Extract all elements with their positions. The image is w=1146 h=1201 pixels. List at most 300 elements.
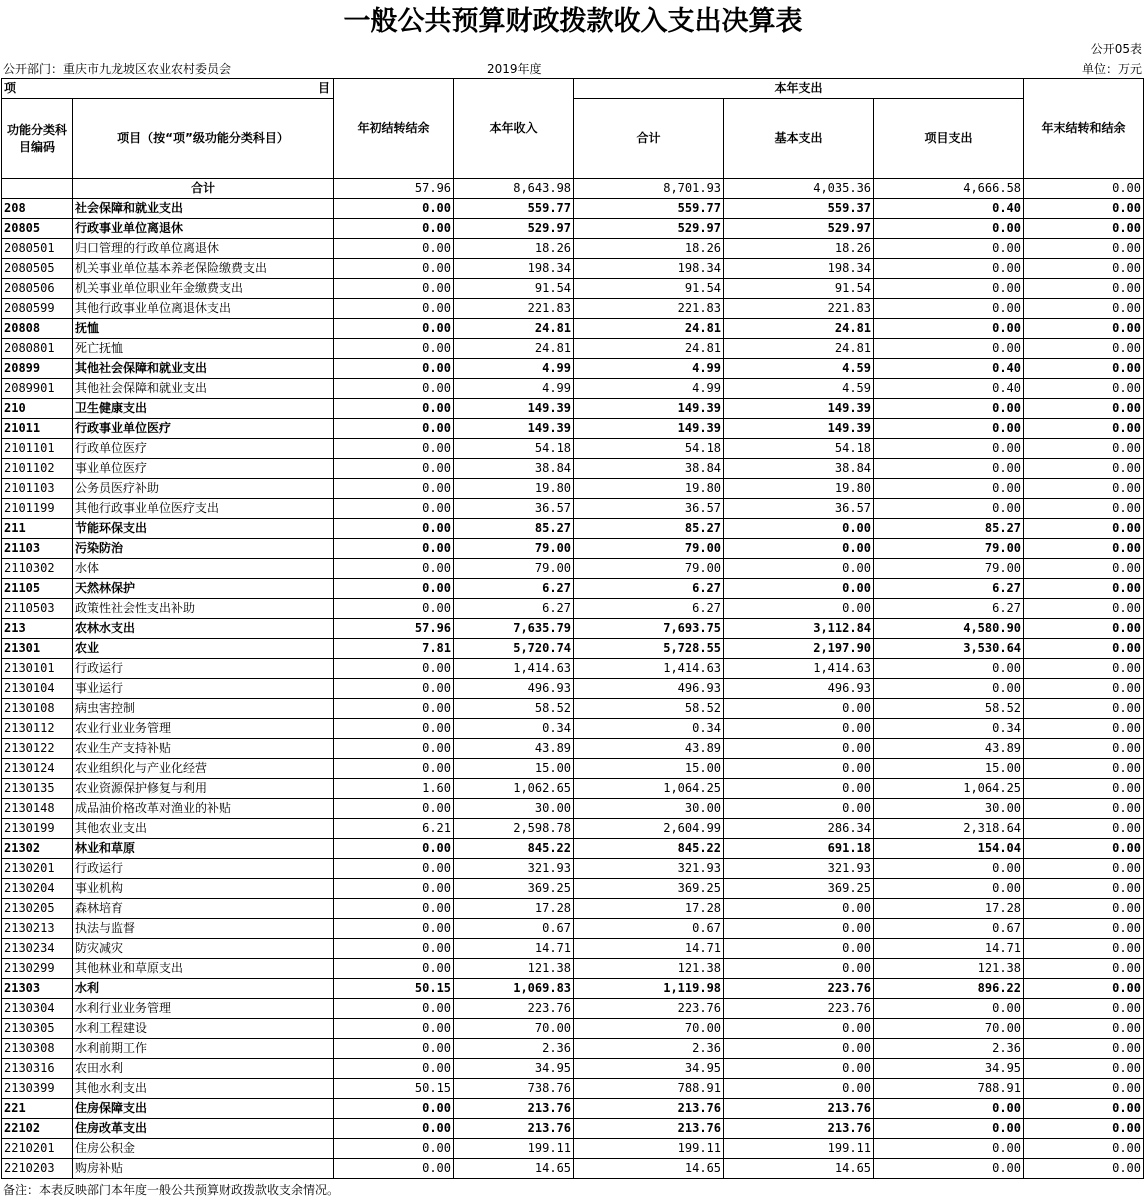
- code-cell: 2130101: [2, 659, 73, 679]
- table-row: [2, 419, 1144, 439]
- total-cell: 149.39: [574, 399, 724, 419]
- code-cell: 213: [2, 619, 73, 639]
- total-cell: 14.71: [574, 939, 724, 959]
- income-cell: 58.52: [454, 699, 574, 719]
- opening-cell: 7.81: [334, 639, 454, 659]
- project-cell: 0.00: [874, 879, 1024, 899]
- total-cell: 24.81: [574, 319, 724, 339]
- opening-cell: 0.00: [334, 659, 454, 679]
- basic-cell: 0.00: [724, 579, 874, 599]
- code-header: 功能分类科目编码: [2, 99, 73, 179]
- closing-cell: 0.00: [1024, 399, 1144, 419]
- income-cell: 14.65: [454, 1159, 574, 1179]
- basic-cell: 529.97: [724, 219, 874, 239]
- closing-cell: 0.00: [1024, 999, 1144, 1019]
- table-row: [2, 279, 1144, 299]
- name-cell: 住房保障支出: [73, 1099, 334, 1119]
- code-cell: 2080801: [2, 339, 73, 359]
- basic-header: 基本支出: [724, 99, 874, 179]
- item-header: [2, 79, 334, 99]
- name-cell: 机关事业单位职业年金缴费支出: [73, 279, 334, 299]
- project-cell: 79.00: [874, 539, 1024, 559]
- project-cell: 70.00: [874, 1019, 1024, 1039]
- basic-cell: 91.54: [724, 279, 874, 299]
- closing-cell: 0.00: [1024, 879, 1144, 899]
- income-cell: 221.83: [454, 299, 574, 319]
- total-header: 合计: [574, 99, 724, 179]
- opening-cell: 0.00: [334, 839, 454, 859]
- total-cell: 788.91: [574, 1079, 724, 1099]
- income-cell: 559.77: [454, 199, 574, 219]
- closing-cell: 0.00: [1024, 379, 1144, 399]
- income-cell: 15.00: [454, 759, 574, 779]
- income-cell: 24.81: [454, 339, 574, 359]
- table-row: [2, 679, 1144, 699]
- income-cell: 845.22: [454, 839, 574, 859]
- closing-cell: 0.00: [1024, 1099, 1144, 1119]
- closing-cell: 0.00: [1024, 859, 1144, 879]
- income-cell: 2,598.78: [454, 819, 574, 839]
- closing-cell: 0.00: [1024, 1079, 1144, 1099]
- opening-cell: 50.15: [334, 979, 454, 999]
- code-cell: 2101103: [2, 479, 73, 499]
- form-code: 公开05表: [1090, 42, 1142, 56]
- total-cell: 4.99: [574, 379, 724, 399]
- name-cell: 政策性社会性支出补助: [73, 599, 334, 619]
- income-cell: 19.80: [454, 479, 574, 499]
- income-cell: 17.28: [454, 899, 574, 919]
- basic-cell: 0.00: [724, 559, 874, 579]
- total-cell: 121.38: [574, 959, 724, 979]
- table-row: [2, 319, 1144, 339]
- name-cell: 其他社会保障和就业支出: [73, 359, 334, 379]
- opening-cell: 0.00: [334, 499, 454, 519]
- project-cell: 15.00: [874, 759, 1024, 779]
- code-cell: 2130299: [2, 959, 73, 979]
- total-cell: 24.81: [574, 339, 724, 359]
- project-header: 项目支出: [874, 99, 1024, 179]
- code-cell: 2130135: [2, 779, 73, 799]
- closing-cell: 0.00: [1024, 919, 1144, 939]
- income-cell: 4.99: [454, 359, 574, 379]
- project-cell: 6.27: [874, 599, 1024, 619]
- name-cell: 森林培育: [73, 899, 334, 919]
- basic-cell: 19.80: [724, 479, 874, 499]
- income-cell: 121.38: [454, 959, 574, 979]
- closing-cell: 0.00: [1024, 659, 1144, 679]
- name-cell: 其他水利支出: [73, 1079, 334, 1099]
- income-cell: 18.26: [454, 239, 574, 259]
- project-cell: 0.00: [874, 659, 1024, 679]
- opening-cell: 0.00: [334, 599, 454, 619]
- name-cell: 水利工程建设: [73, 1019, 334, 1039]
- total-cell: 529.97: [574, 219, 724, 239]
- total-cell: 18.26: [574, 239, 724, 259]
- income-cell: 321.93: [454, 859, 574, 879]
- basic-cell: 0.00: [724, 599, 874, 619]
- name-cell: 农业: [73, 639, 334, 659]
- closing-cell: 0.00: [1024, 599, 1144, 619]
- income-cell: 7,635.79: [454, 619, 574, 639]
- project-cell: 0.00: [874, 219, 1024, 239]
- income-cell: 54.18: [454, 439, 574, 459]
- total-cell: 6.27: [574, 599, 724, 619]
- opening-cell: 0.00: [334, 999, 454, 1019]
- code-cell: 2130104: [2, 679, 73, 699]
- table-row: [2, 699, 1144, 719]
- code-cell: 21103: [2, 539, 73, 559]
- project-cell: 0.00: [874, 1119, 1024, 1139]
- name-cell: 天然林保护: [73, 579, 334, 599]
- project-cell: 0.00: [874, 479, 1024, 499]
- code-cell: 2080501: [2, 239, 73, 259]
- income-cell: 529.97: [454, 219, 574, 239]
- basic-cell: 4.59: [724, 379, 874, 399]
- project-cell: 0.00: [874, 259, 1024, 279]
- opening-cell: 0.00: [334, 1039, 454, 1059]
- income-cell: 369.25: [454, 879, 574, 899]
- name-cell: 其他农业支出: [73, 819, 334, 839]
- basic-cell: 213.76: [724, 1119, 874, 1139]
- table-row: [2, 959, 1144, 979]
- income-cell: 70.00: [454, 1019, 574, 1039]
- total-cell: 198.34: [574, 259, 724, 279]
- opening-cell: 50.15: [334, 1079, 454, 1099]
- name-cell: 执法与监督: [73, 919, 334, 939]
- closing-cell: 0.00: [1024, 679, 1144, 699]
- name-cell: 公务员医疗补助: [73, 479, 334, 499]
- opening-cell: 0.00: [334, 339, 454, 359]
- table-row: [2, 599, 1144, 619]
- total-cell: 70.00: [574, 1019, 724, 1039]
- basic-cell: 3,112.84: [724, 619, 874, 639]
- name-cell: 其他行政事业单位医疗支出: [73, 499, 334, 519]
- total-cell: 496.93: [574, 679, 724, 699]
- closing-cell: 0.00: [1024, 559, 1144, 579]
- opening-cell: 0.00: [334, 1099, 454, 1119]
- closing-cell: 0.00: [1024, 179, 1144, 199]
- total-cell: 321.93: [574, 859, 724, 879]
- income-cell: 14.71: [454, 939, 574, 959]
- opening-cell: 0.00: [334, 379, 454, 399]
- code-cell: 21302: [2, 839, 73, 859]
- table-body: [2, 179, 1144, 1179]
- opening-cell: 0.00: [334, 479, 454, 499]
- income-cell: 738.76: [454, 1079, 574, 1099]
- opening-cell: 0.00: [334, 939, 454, 959]
- name-cell: 成品油价格改革对渔业的补贴: [73, 799, 334, 819]
- code-cell: 2130316: [2, 1059, 73, 1079]
- closing-cell: 0.00: [1024, 419, 1144, 439]
- table-row: [2, 939, 1144, 959]
- basic-cell: 223.76: [724, 999, 874, 1019]
- project-cell: 0.00: [874, 439, 1024, 459]
- opening-cell: 0.00: [334, 759, 454, 779]
- year-label: 2019年度: [487, 62, 542, 76]
- name-cell: 住房公积金: [73, 1139, 334, 1159]
- name-cell: 节能环保支出: [73, 519, 334, 539]
- code-cell: 2130148: [2, 799, 73, 819]
- closing-cell: 0.00: [1024, 259, 1144, 279]
- income-cell: 8,643.98: [454, 179, 574, 199]
- opening-cell: 0.00: [334, 559, 454, 579]
- basic-cell: 0.00: [724, 1059, 874, 1079]
- code-cell: 2080506: [2, 279, 73, 299]
- closing-cell: 0.00: [1024, 499, 1144, 519]
- total-cell: 213.76: [574, 1119, 724, 1139]
- code-cell: 2210203: [2, 1159, 73, 1179]
- basic-cell: 4,035.36: [724, 179, 874, 199]
- code-cell: 2110302: [2, 559, 73, 579]
- income-cell: 43.89: [454, 739, 574, 759]
- table-row: [2, 379, 1144, 399]
- project-cell: 0.00: [874, 859, 1024, 879]
- code-cell: 2130304: [2, 999, 73, 1019]
- name-cell: 购房补贴: [73, 1159, 334, 1179]
- table-row: [2, 559, 1144, 579]
- page-title: 一般公共预算财政拨款收入支出决算表: [343, 6, 803, 37]
- closing-cell: 0.00: [1024, 199, 1144, 219]
- opening-cell: 0.00: [334, 519, 454, 539]
- income-cell: 0.34: [454, 719, 574, 739]
- name-cell: 卫生健康支出: [73, 399, 334, 419]
- table-row: [2, 579, 1144, 599]
- basic-cell: 223.76: [724, 979, 874, 999]
- code-cell: 2080599: [2, 299, 73, 319]
- name-cell: 林业和草原: [73, 839, 334, 859]
- project-cell: 0.00: [874, 299, 1024, 319]
- total-cell: 1,119.98: [574, 979, 724, 999]
- opening-cell: 57.96: [334, 619, 454, 639]
- basic-cell: 0.00: [724, 539, 874, 559]
- table-row: [2, 439, 1144, 459]
- opening-cell: 0.00: [334, 319, 454, 339]
- project-cell: 34.95: [874, 1059, 1024, 1079]
- name-cell: 农林水支出: [73, 619, 334, 639]
- income-cell: 91.54: [454, 279, 574, 299]
- total-cell: 85.27: [574, 519, 724, 539]
- income-header: 本年收入: [454, 79, 574, 179]
- table-row: [2, 759, 1144, 779]
- opening-cell: 57.96: [334, 179, 454, 199]
- total-cell: 36.57: [574, 499, 724, 519]
- table-row: [2, 659, 1144, 679]
- opening-cell: 0.00: [334, 739, 454, 759]
- project-cell: 0.40: [874, 359, 1024, 379]
- project-cell: 30.00: [874, 799, 1024, 819]
- total-cell: 7,693.75: [574, 619, 724, 639]
- code-cell: 2130108: [2, 699, 73, 719]
- basic-cell: 198.34: [724, 259, 874, 279]
- basic-cell: 0.00: [724, 739, 874, 759]
- project-cell: 121.38: [874, 959, 1024, 979]
- closing-cell: 0.00: [1024, 939, 1144, 959]
- closing-cell: 0.00: [1024, 219, 1144, 239]
- opening-cell: 0.00: [334, 1159, 454, 1179]
- name-cell: 水利前期工作: [73, 1039, 334, 1059]
- code-cell: 20899: [2, 359, 73, 379]
- project-cell: 14.71: [874, 939, 1024, 959]
- project-cell: 0.00: [874, 319, 1024, 339]
- unit-label: 单位：万元: [1081, 62, 1142, 76]
- total-cell: 0.67: [574, 919, 724, 939]
- total-cell: 845.22: [574, 839, 724, 859]
- table-row: [2, 1139, 1144, 1159]
- closing-cell: 0.00: [1024, 1139, 1144, 1159]
- basic-cell: 199.11: [724, 1139, 874, 1159]
- code-cell: 2130122: [2, 739, 73, 759]
- basic-cell: 0.00: [724, 699, 874, 719]
- table-row: [2, 1059, 1144, 1079]
- basic-cell: 369.25: [724, 879, 874, 899]
- project-cell: 896.22: [874, 979, 1024, 999]
- project-cell: 0.00: [874, 399, 1024, 419]
- project-cell: 3,530.64: [874, 639, 1024, 659]
- table-row: [2, 299, 1144, 319]
- closing-cell: 0.00: [1024, 959, 1144, 979]
- name-cell: 事业机构: [73, 879, 334, 899]
- table-row: [2, 1039, 1144, 1059]
- income-cell: 213.76: [454, 1099, 574, 1119]
- code-cell: 2130234: [2, 939, 73, 959]
- basic-cell: 24.81: [724, 339, 874, 359]
- basic-cell: 0.00: [724, 939, 874, 959]
- table-row: [2, 539, 1144, 559]
- name-cell: 住房改革支出: [73, 1119, 334, 1139]
- basic-cell: 0.00: [724, 899, 874, 919]
- table-row: [2, 1019, 1144, 1039]
- opening-cell: 0.00: [334, 1119, 454, 1139]
- project-cell: 0.00: [874, 459, 1024, 479]
- name-cell: 农业组织化与产业化经营: [73, 759, 334, 779]
- project-cell: 79.00: [874, 559, 1024, 579]
- name-cell: 其他林业和草原支出: [73, 959, 334, 979]
- expense-group-header: 本年支出: [574, 79, 1024, 99]
- income-cell: 149.39: [454, 399, 574, 419]
- table-row: [2, 719, 1144, 739]
- code-cell: [2, 179, 73, 199]
- name-cell: 归口管理的行政单位离退休: [73, 239, 334, 259]
- income-cell: 5,720.74: [454, 639, 574, 659]
- total-cell: 30.00: [574, 799, 724, 819]
- table-row: [2, 859, 1144, 879]
- opening-cell: 0.00: [334, 199, 454, 219]
- total-cell: 43.89: [574, 739, 724, 759]
- total-cell: 369.25: [574, 879, 724, 899]
- total-cell: 6.27: [574, 579, 724, 599]
- closing-cell: 0.00: [1024, 539, 1144, 559]
- closing-cell: 0.00: [1024, 519, 1144, 539]
- closing-cell: 0.00: [1024, 239, 1144, 259]
- footnote: 备注：本表反映部门本年度一般公共预算财政拨款收支余情况。: [3, 1183, 340, 1197]
- basic-cell: 18.26: [724, 239, 874, 259]
- project-cell: 0.00: [874, 999, 1024, 1019]
- code-cell: 211: [2, 519, 73, 539]
- income-cell: 4.99: [454, 379, 574, 399]
- closing-cell: 0.00: [1024, 1159, 1144, 1179]
- opening-cell: 0.00: [334, 399, 454, 419]
- table-row: [2, 339, 1144, 359]
- basic-cell: 38.84: [724, 459, 874, 479]
- income-cell: 199.11: [454, 1139, 574, 1159]
- total-cell: 223.76: [574, 999, 724, 1019]
- income-cell: 85.27: [454, 519, 574, 539]
- project-cell: 0.34: [874, 719, 1024, 739]
- opening-cell: 0.00: [334, 459, 454, 479]
- basic-cell: 0.00: [724, 1079, 874, 1099]
- code-cell: 2080505: [2, 259, 73, 279]
- basic-cell: 691.18: [724, 839, 874, 859]
- total-cell: 149.39: [574, 419, 724, 439]
- closing-cell: 0.00: [1024, 619, 1144, 639]
- code-cell: 21301: [2, 639, 73, 659]
- name-cell: 农业行业业务管理: [73, 719, 334, 739]
- basic-cell: 0.00: [724, 519, 874, 539]
- total-cell: 0.34: [574, 719, 724, 739]
- basic-cell: 213.76: [724, 1099, 874, 1119]
- opening-cell: 0.00: [334, 899, 454, 919]
- total-cell: 2.36: [574, 1039, 724, 1059]
- basic-cell: 0.00: [724, 919, 874, 939]
- code-cell: 2210201: [2, 1139, 73, 1159]
- income-cell: 149.39: [454, 419, 574, 439]
- total-row: [2, 179, 1144, 199]
- income-cell: 213.76: [454, 1119, 574, 1139]
- income-cell: 1,062.65: [454, 779, 574, 799]
- opening-cell: 0.00: [334, 879, 454, 899]
- basic-cell: 0.00: [724, 1019, 874, 1039]
- item-header-right: 目: [318, 81, 331, 95]
- basic-cell: 4.59: [724, 359, 874, 379]
- project-cell: 0.00: [874, 679, 1024, 699]
- total-cell: 8,701.93: [574, 179, 724, 199]
- income-cell: 38.84: [454, 459, 574, 479]
- closing-header: 年末结转和结余: [1024, 79, 1144, 179]
- project-cell: 4,666.58: [874, 179, 1024, 199]
- total-cell: 559.77: [574, 199, 724, 219]
- budget-table: [1, 78, 1144, 1179]
- project-cell: 6.27: [874, 579, 1024, 599]
- closing-cell: 0.00: [1024, 779, 1144, 799]
- opening-cell: 0.00: [334, 359, 454, 379]
- code-cell: 2101101: [2, 439, 73, 459]
- basic-cell: 36.57: [724, 499, 874, 519]
- opening-cell: 0.00: [334, 959, 454, 979]
- closing-cell: 0.00: [1024, 799, 1144, 819]
- project-cell: 0.40: [874, 379, 1024, 399]
- table-row: [2, 239, 1144, 259]
- opening-cell: 0.00: [334, 299, 454, 319]
- opening-cell: 0.00: [334, 1139, 454, 1159]
- project-cell: 2,318.64: [874, 819, 1024, 839]
- code-cell: 20805: [2, 219, 73, 239]
- income-cell: 79.00: [454, 539, 574, 559]
- closing-cell: 0.00: [1024, 439, 1144, 459]
- total-cell: 221.83: [574, 299, 724, 319]
- opening-cell: 0.00: [334, 919, 454, 939]
- table-row: [2, 459, 1144, 479]
- table-row: [2, 799, 1144, 819]
- income-cell: 496.93: [454, 679, 574, 699]
- table-row: [2, 259, 1144, 279]
- total-cell: 14.65: [574, 1159, 724, 1179]
- table-row: [2, 199, 1144, 219]
- basic-cell: 1,414.63: [724, 659, 874, 679]
- opening-cell: 0.00: [334, 539, 454, 559]
- closing-cell: 0.00: [1024, 819, 1144, 839]
- table-row: [2, 519, 1144, 539]
- total-cell: 38.84: [574, 459, 724, 479]
